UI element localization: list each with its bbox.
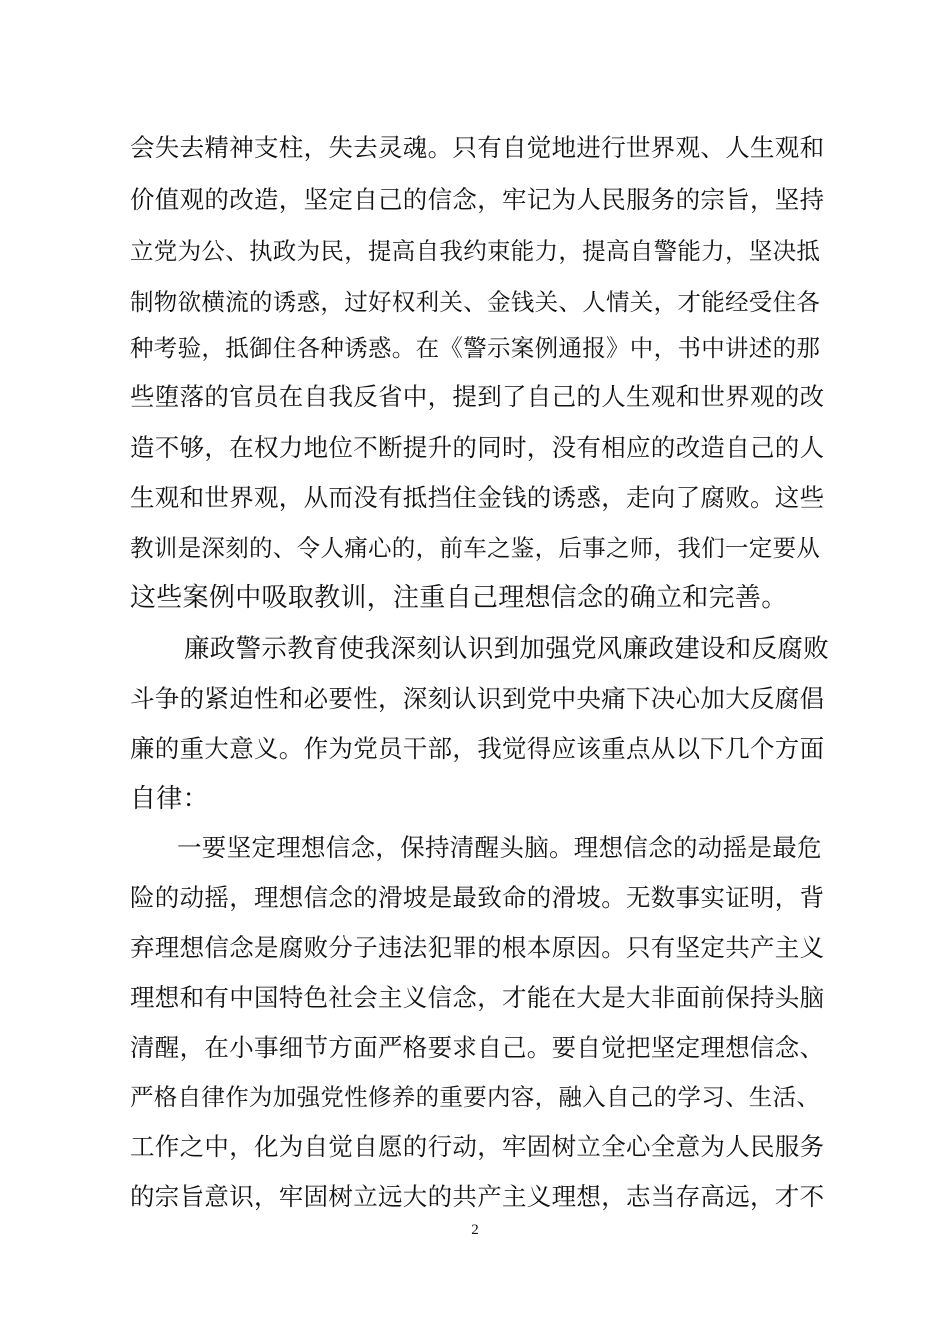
- page-number: 2: [471, 1222, 479, 1238]
- text-line: 教训是深刻的、令人痛心的，前车之鉴，后事之师，我们一定要从: [130, 534, 821, 562]
- text-line: 制物欲横流的诱惑，过好权利关、金钱关、人情关，才能经受住各: [130, 288, 821, 316]
- text-line: 会失去精神支柱，失去灵魂。只有自觉地进行世界观、人生观和: [130, 133, 825, 162]
- text-line: 理想和有中国特色社会主义信念，才能在大是大非面前保持头脑: [130, 983, 825, 1012]
- text-line: 自律：: [130, 784, 209, 814]
- text-line: 价值观的改造，坚定自己的信念，牢记为人民服务的宗旨，坚持: [130, 185, 825, 214]
- paragraph-start-line: 一要坚定理想信念，保持清醒头脑。理想信念的动摇是最危: [177, 833, 822, 862]
- text-line: 些堕落的官员在自我反省中，提到了自己的人生观和世界观的改: [130, 382, 825, 411]
- text-line: 种考验，抵御住各种诱惑。在《警示案例通报》中，书中讲述的那: [130, 334, 821, 362]
- text-line: 斗争的紧迫性和必要性，深刻认识到党中央痛下决心加大反腐倡: [130, 684, 825, 713]
- text-line: 立党为公、执政为民，提高自我约束能力，提高自警能力，坚决抵: [130, 237, 821, 265]
- text-line: 的宗旨意识，牢固树立远大的共产主义理想，志当存高远，才不: [130, 1182, 825, 1211]
- text-line: 廉的重大意义。作为党员干部，我觉得应该重点从以下几个方面: [130, 734, 825, 763]
- text-line: 险的动摇，理想信念的滑坡是最致命的滑坡。无数事实证明，背: [130, 883, 825, 912]
- text-line: 清醒，在小事细节方面严格要求自己。要自觉把坚定理想信念、: [130, 1033, 825, 1062]
- text-line: 这些案例中吸取教训，注重自己理想信念的确立和完善。: [130, 583, 788, 613]
- text-line: 工作之中，化为自觉自愿的行动，牢固树立全心全意为人民服务: [130, 1132, 825, 1161]
- text-line: 造不够，在权力地位不断提升的同时，没有相应的改造自己的人: [130, 433, 825, 462]
- text-line: 生观和世界观，从而没有抵挡住金钱的诱惑，走向了腐败。这些: [130, 483, 825, 512]
- text-line: 弃理想信念是腐败分子违法犯罪的根本原因。只有坚定共产主义: [130, 933, 825, 962]
- paragraph-start-line: 廉政警示教育使我深刻认识到加强党风廉政建设和反腐败: [184, 634, 830, 664]
- text-line: 严格自律作为加强党性修养的重要内容，融入自己的学习、生活、: [130, 1083, 821, 1111]
